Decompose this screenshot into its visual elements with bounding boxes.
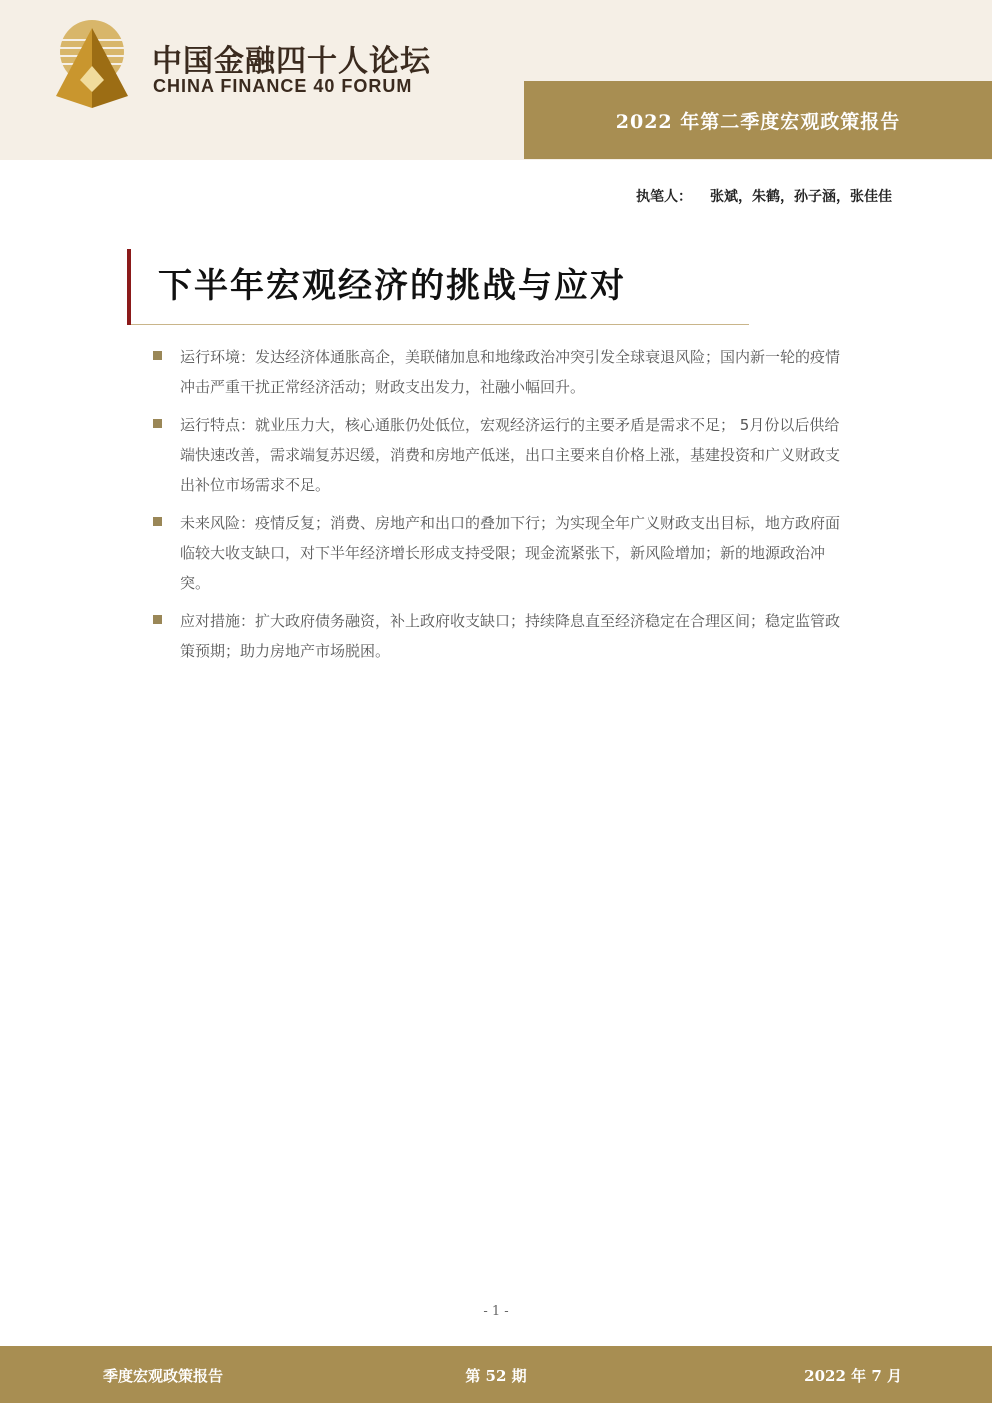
summary-item-text: 未来风险：疫情反复；消费、房地产和出口的叠加下行；为实现全年广义财政支出目标，地方政府面临较大收支缺口，对下半年经济增长形成支持受限；现金流紧张下，新风险增加；新的地源政治冲突。	[180, 514, 841, 592]
summary-item	[150, 410, 845, 500]
forum-logo-icon	[50, 18, 134, 110]
page-number: - 1 -	[483, 1304, 509, 1319]
author-line	[636, 186, 892, 206]
summary-item-text: 应对措施：扩大政府债务融资，补上政府收支缺口；持续降息直至经济稳定在合理区间；稳定监管政策预期；助力房地产市场脱困。	[180, 612, 841, 660]
logo-english-name: CHINA FINANCE 40 FORUM	[153, 76, 413, 96]
square-bullet-icon	[153, 419, 162, 428]
title-accent-bar	[127, 249, 131, 325]
report-title-banner	[524, 81, 992, 159]
authors-label: 执笔人：	[636, 189, 692, 205]
square-bullet-icon	[153, 517, 162, 526]
summary-item-text: 运行特点：就业压力大，核心通胀仍处低位，宏观经济运行的主要矛盾是需求不足； 5月份以后供给端快速改善，需求端复苏迟缓，消费和房地产低迷，出口主要来自价格上涨，基建投资和广义财政支出补位市场需求不足。	[180, 416, 841, 494]
title-divider	[131, 324, 749, 325]
footer-bar	[0, 1346, 992, 1403]
logo-chinese-name: 中国金融四十人论坛	[152, 44, 431, 79]
summary-item	[150, 606, 845, 666]
footer-date: 2022 年 7 月	[804, 1367, 902, 1385]
summary-item	[150, 342, 845, 402]
square-bullet-icon	[153, 615, 162, 624]
summary-item	[150, 508, 845, 598]
footer-report-name: 季度宏观政策报告	[103, 1367, 224, 1385]
page-title: 下半年宏观经济的挑战与应对	[158, 266, 626, 306]
summary-item-text: 运行环境：发达经济体通胀高企，美联储加息和地缘政治冲突引发全球衰退风险；国内新一轮的疫情冲击严重干扰正常经济活动；财政支出发力，社融小幅回升。	[180, 348, 841, 396]
square-bullet-icon	[153, 351, 162, 360]
summary-list	[150, 342, 845, 674]
report-title: 2022 年第二季度宏观政策报告	[615, 110, 901, 133]
authors-names: 张斌，朱鹤，孙子涵，张佳佳	[710, 189, 892, 205]
footer-issue-number: 第 52 期	[465, 1367, 527, 1385]
